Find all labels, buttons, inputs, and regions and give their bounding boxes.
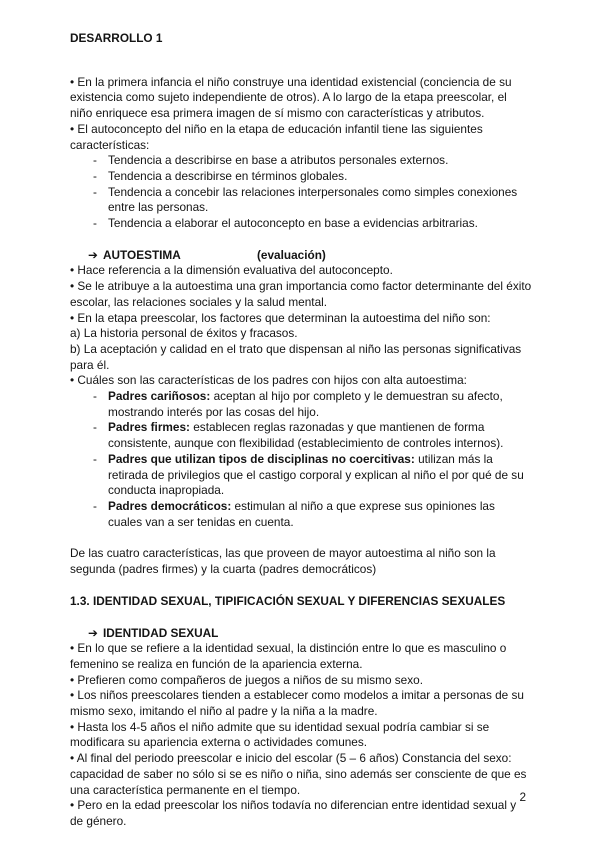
dash-marker: - [93,420,97,435]
paragraph-intro-1: • En la primera infancia el niño construye una identidad existencial (conciencia de su existencia como sujeto independiente de otros). A lo largo de la etapa preescolar, el niño enriquece esa primera imagen de sí mismo con características y atributos. [70,74,512,121]
paragraph-factor-b: b) La aceptación y calidad en el trato que dispensan al niño las personas significativas para él. [70,341,522,372]
section-heading-1-3: 1.3. IDENTIDAD SEXUAL, TIPIFICACIÓN SEXUAL Y DIFERENCIAS SEXUALES [70,593,506,608]
list-item [93,185,532,216]
section-heading-identidad-sexual [88,626,532,642]
list-item-text [108,420,532,451]
dash-marker: - [93,216,97,231]
heading-text: IDENTIDAD SEXUAL [103,625,219,640]
list-item-padres [93,452,532,499]
dash-marker: - [93,168,97,183]
paragraph-identidad-1: • En lo que se refiere a la identidad sexual, la distinción entre lo que es masculino o femenino se realiza en función de la apariencia externa. [70,641,507,671]
list-item-bold: Padres que utilizan tipos de disciplinas no coercitivas: [108,451,415,466]
list-item-body: utilizan más la retirada de privilegios que el castigo corporal y explican al niño el por qué de su conducta inapropiada. [108,451,524,498]
list-item-bold: Padres democráticos: [108,498,232,513]
paragraph-autoestima-3: • En la etapa preescolar, los factores que determinan la autoestima del niño son: [70,310,491,325]
list-item [93,216,532,232]
paragraph-autoestima-1: • Hace referencia a la dimensión evaluativa del autoconcepto. [70,263,393,278]
list-item-padres [93,499,532,530]
list-item-padres [93,420,532,451]
paragraph-autoestima-4: • Cuáles son las características de los padres con hijos con alta autoestima: [70,373,467,388]
list-item-text: Tendencia a describirse en base a atributos personales externos. [108,153,449,168]
list-item-text [108,389,532,420]
list-item-body: estimulan al niño a que exprese sus opiniones las cuales van a ser tenidas en cuenta. [108,498,495,529]
paragraph-conclusion: De las cuatro características, las que proveen de mayor autoestima al niño son la segunda (padres firmes) y la cuarta (padres democráticos) [70,546,496,577]
arrow-icon: ➔ [88,247,98,262]
list-item-text: Tendencia a concebir las relaciones interpersonales como simples conexiones entre las personas. [108,184,518,215]
list-item-body: aceptan al hijo por completo y le demuestran su afecto, mostrando interés por las cosas del hijo. [108,389,503,419]
list-item-bold: Padres cariñosos: [108,389,211,404]
heading-note: (evaluación) [257,247,326,262]
dash-marker: - [93,153,97,168]
paragraph-autoestima-2: • Se le atribuye a la autoestima una gran importancia como factor determinante del éxito escolar, las relaciones sociales y la salud mental. [70,279,532,309]
list-item-padres [93,389,532,420]
paragraph-identidad-4: • Hasta los 4-5 años el niño admite que su identidad sexual podría cambiar si se modificara su apariencia externa o actividades comunes. [70,719,490,750]
page-title: DESARROLLO 1 [70,31,163,45]
list-item-bold: Padres firmes: [108,420,190,435]
paragraph-identidad-3: • Los niños preescolares tienden a establecer como modelos a imitar a personas de su mismo sexo, imitando el niño al padre y la niña a la madre. [70,688,524,719]
dash-marker: - [93,184,97,199]
list-item [93,169,532,185]
section-heading-autoestima [88,248,532,264]
list-item-body: establecen reglas razonadas y que mantienen de forma consistente, aunque con flexibilidad (establecimiento de controles internos). [108,420,504,451]
dash-marker: - [93,389,97,404]
paragraph-identidad-2: • Prefieren como compañeros de juegos a niños de su mismo sexo. [70,672,423,687]
paragraph-intro-2: • El autoconcepto del niño en la etapa de educación infantil tiene las siguientes características: [70,121,483,152]
dash-marker: - [93,498,97,513]
paragraph-identidad-5: • Al final del periodo preescolar e inicio del escolar (5 – 6 años) Constancia del sexo: capacidad de saber no sólo si se es niño o niña, sino además ser consciente de que es una característica permanente en el tiempo. [70,751,527,797]
list-item-text [108,452,532,499]
dash-marker: - [93,451,97,466]
arrow-icon: ➔ [88,625,98,640]
list-item-text: Tendencia a elaborar el autoconcepto en base a evidencias arbitrarias. [108,216,478,231]
page-number: 2 [519,790,526,804]
paragraph-factor-a: a) La historia personal de éxitos y fracasos. [70,326,298,341]
paragraph-identidad-6: • Pero en la edad preescolar los niños todavía no diferencian entre identidad sexual y de género. [70,798,517,828]
list-item [93,153,532,169]
heading-text: AUTOESTIMA [103,247,181,262]
list-item-text [108,499,532,530]
list-item-text: Tendencia a describirse en términos globales. [108,168,348,183]
